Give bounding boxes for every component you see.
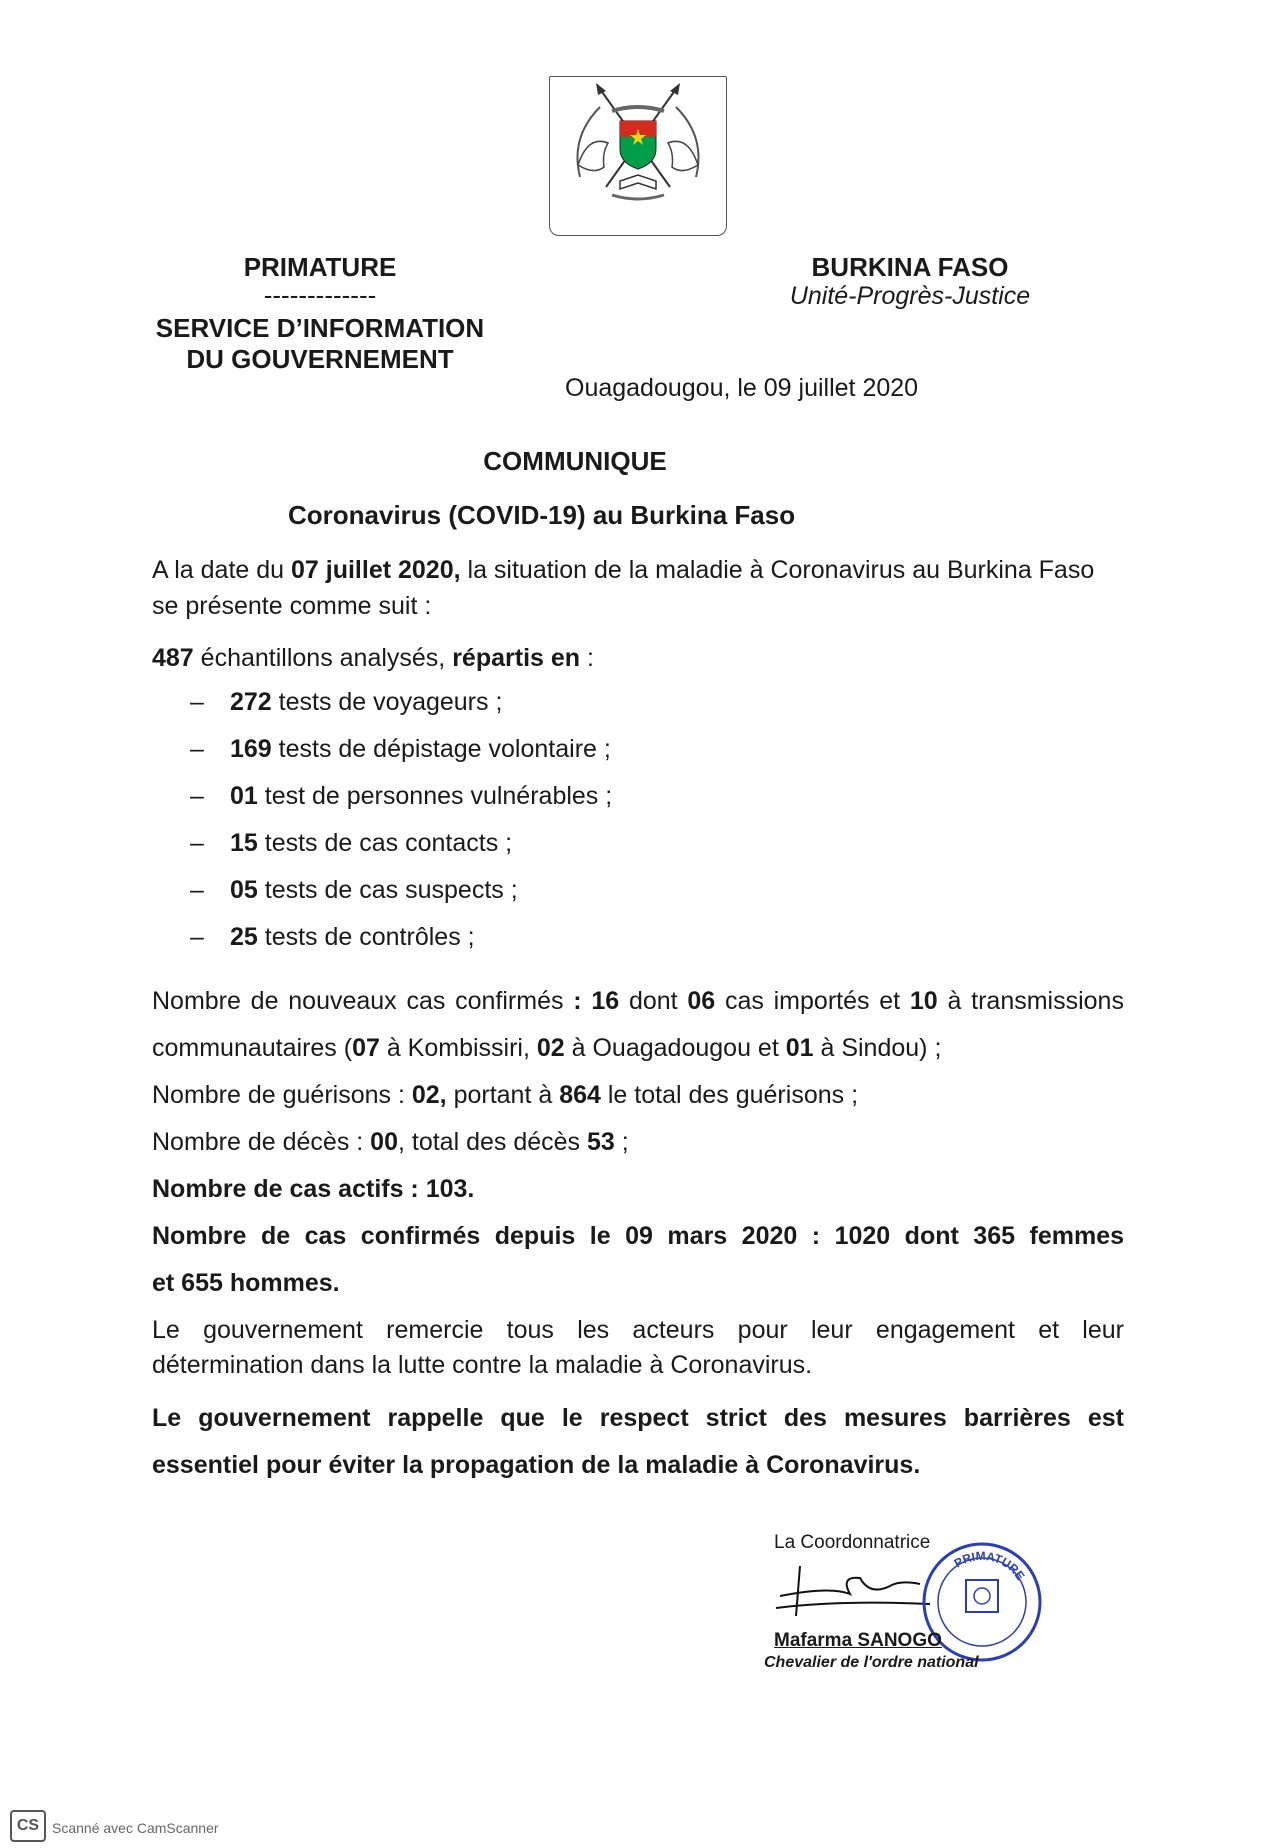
intro-date: 07 juillet 2020, bbox=[291, 556, 461, 584]
confirmed-total-line2: et 655 hommes. bbox=[152, 1269, 340, 1297]
list-item: – 01 test de personnes vulnérables ; bbox=[190, 782, 613, 810]
header-primature: PRIMATURE bbox=[243, 252, 397, 282]
deaths-line: Nombre de décès : 00, total des décès 53 ; bbox=[152, 1128, 629, 1156]
list-item: – 05 tests de cas suspects ; bbox=[190, 876, 518, 904]
list-item: – 272 tests de voyageurs ; bbox=[190, 688, 503, 716]
intro-post: la situation de la maladie à Coronavirus au Burkina Faso se présente comme suit : bbox=[152, 556, 1095, 620]
footer-watermark: Scanné avec CamScanner bbox=[52, 1820, 219, 1836]
page-subtitle: Coronavirus (COVID-19) au Burkina Faso bbox=[288, 500, 796, 530]
samples-text: échantillons analysés, bbox=[193, 644, 453, 672]
list-item: – 25 tests de contrôles ; bbox=[190, 923, 475, 951]
confirmed-total-line1: Nombre de cas confirmés depuis le 09 mars 2020 : 1020 dont 365 femmes bbox=[152, 1222, 1124, 1250]
handwritten-signature bbox=[770, 1556, 940, 1631]
list-item: – 169 tests de dépistage volontaire ; bbox=[190, 735, 611, 763]
page-title: COMMUNIQUE bbox=[483, 446, 667, 476]
header-gouvernement: DU GOUVERNEMENT bbox=[186, 344, 454, 374]
camscanner-logo-icon: CS bbox=[10, 1810, 46, 1842]
thanks-line2: détermination dans la lutte contre la maladie à Coronavirus. bbox=[152, 1351, 813, 1379]
new-cases-line1: Nombre de nouveaux cas confirmés : 16 dont 06 cas importés et 10 à transmissions bbox=[152, 987, 1124, 1015]
list-item: – 15 tests de cas contacts ; bbox=[190, 829, 513, 857]
samples-tail: : bbox=[580, 644, 594, 672]
thanks-line1: Le gouvernement remercie tous les acteurs pour leur engagement et leur bbox=[152, 1316, 1124, 1344]
header-separator: ------------- bbox=[263, 280, 377, 310]
coat-of-arms-icon bbox=[550, 77, 726, 235]
date-line: Ouagadougou, le 09 juillet 2020 bbox=[565, 374, 919, 402]
intro-paragraph bbox=[152, 552, 1124, 624]
samples-count: 487 bbox=[152, 644, 194, 672]
reminder-line1: Le gouvernement rappelle que le respect strict des mesures barrières est bbox=[152, 1404, 1124, 1432]
header-service: SERVICE D’INFORMATION bbox=[155, 313, 485, 343]
reminder-line2: essentiel pour éviter la propagation de la maladie à Coronavirus. bbox=[152, 1451, 921, 1479]
intro-pre: A la date du bbox=[152, 556, 292, 584]
signatory-name: Mafarma SANOGO bbox=[774, 1630, 942, 1651]
header-country: BURKINA FASO bbox=[811, 252, 1009, 282]
signatory-distinction: Chevalier de l'ordre national bbox=[764, 1654, 979, 1671]
svg-text:PRIMATURE: PRIMATURE bbox=[951, 1548, 1028, 1583]
new-cases-line2: communautaires (07 à Kombissiri, 02 à Ouagadougou et 01 à Sindou) ; bbox=[152, 1034, 942, 1062]
coat-of-arms bbox=[549, 76, 727, 236]
header-motto: Unité-Progrès-Justice bbox=[789, 282, 1031, 310]
active-cases-line: Nombre de cas actifs : 103. bbox=[152, 1175, 475, 1203]
samples-line bbox=[152, 640, 1124, 676]
recoveries-line: Nombre de guérisons : 02, portant à 864 le total des guérisons ; bbox=[152, 1081, 859, 1109]
samples-split-label: répartis en bbox=[452, 644, 581, 672]
signature-role: La Coordonnatrice bbox=[774, 1532, 931, 1553]
